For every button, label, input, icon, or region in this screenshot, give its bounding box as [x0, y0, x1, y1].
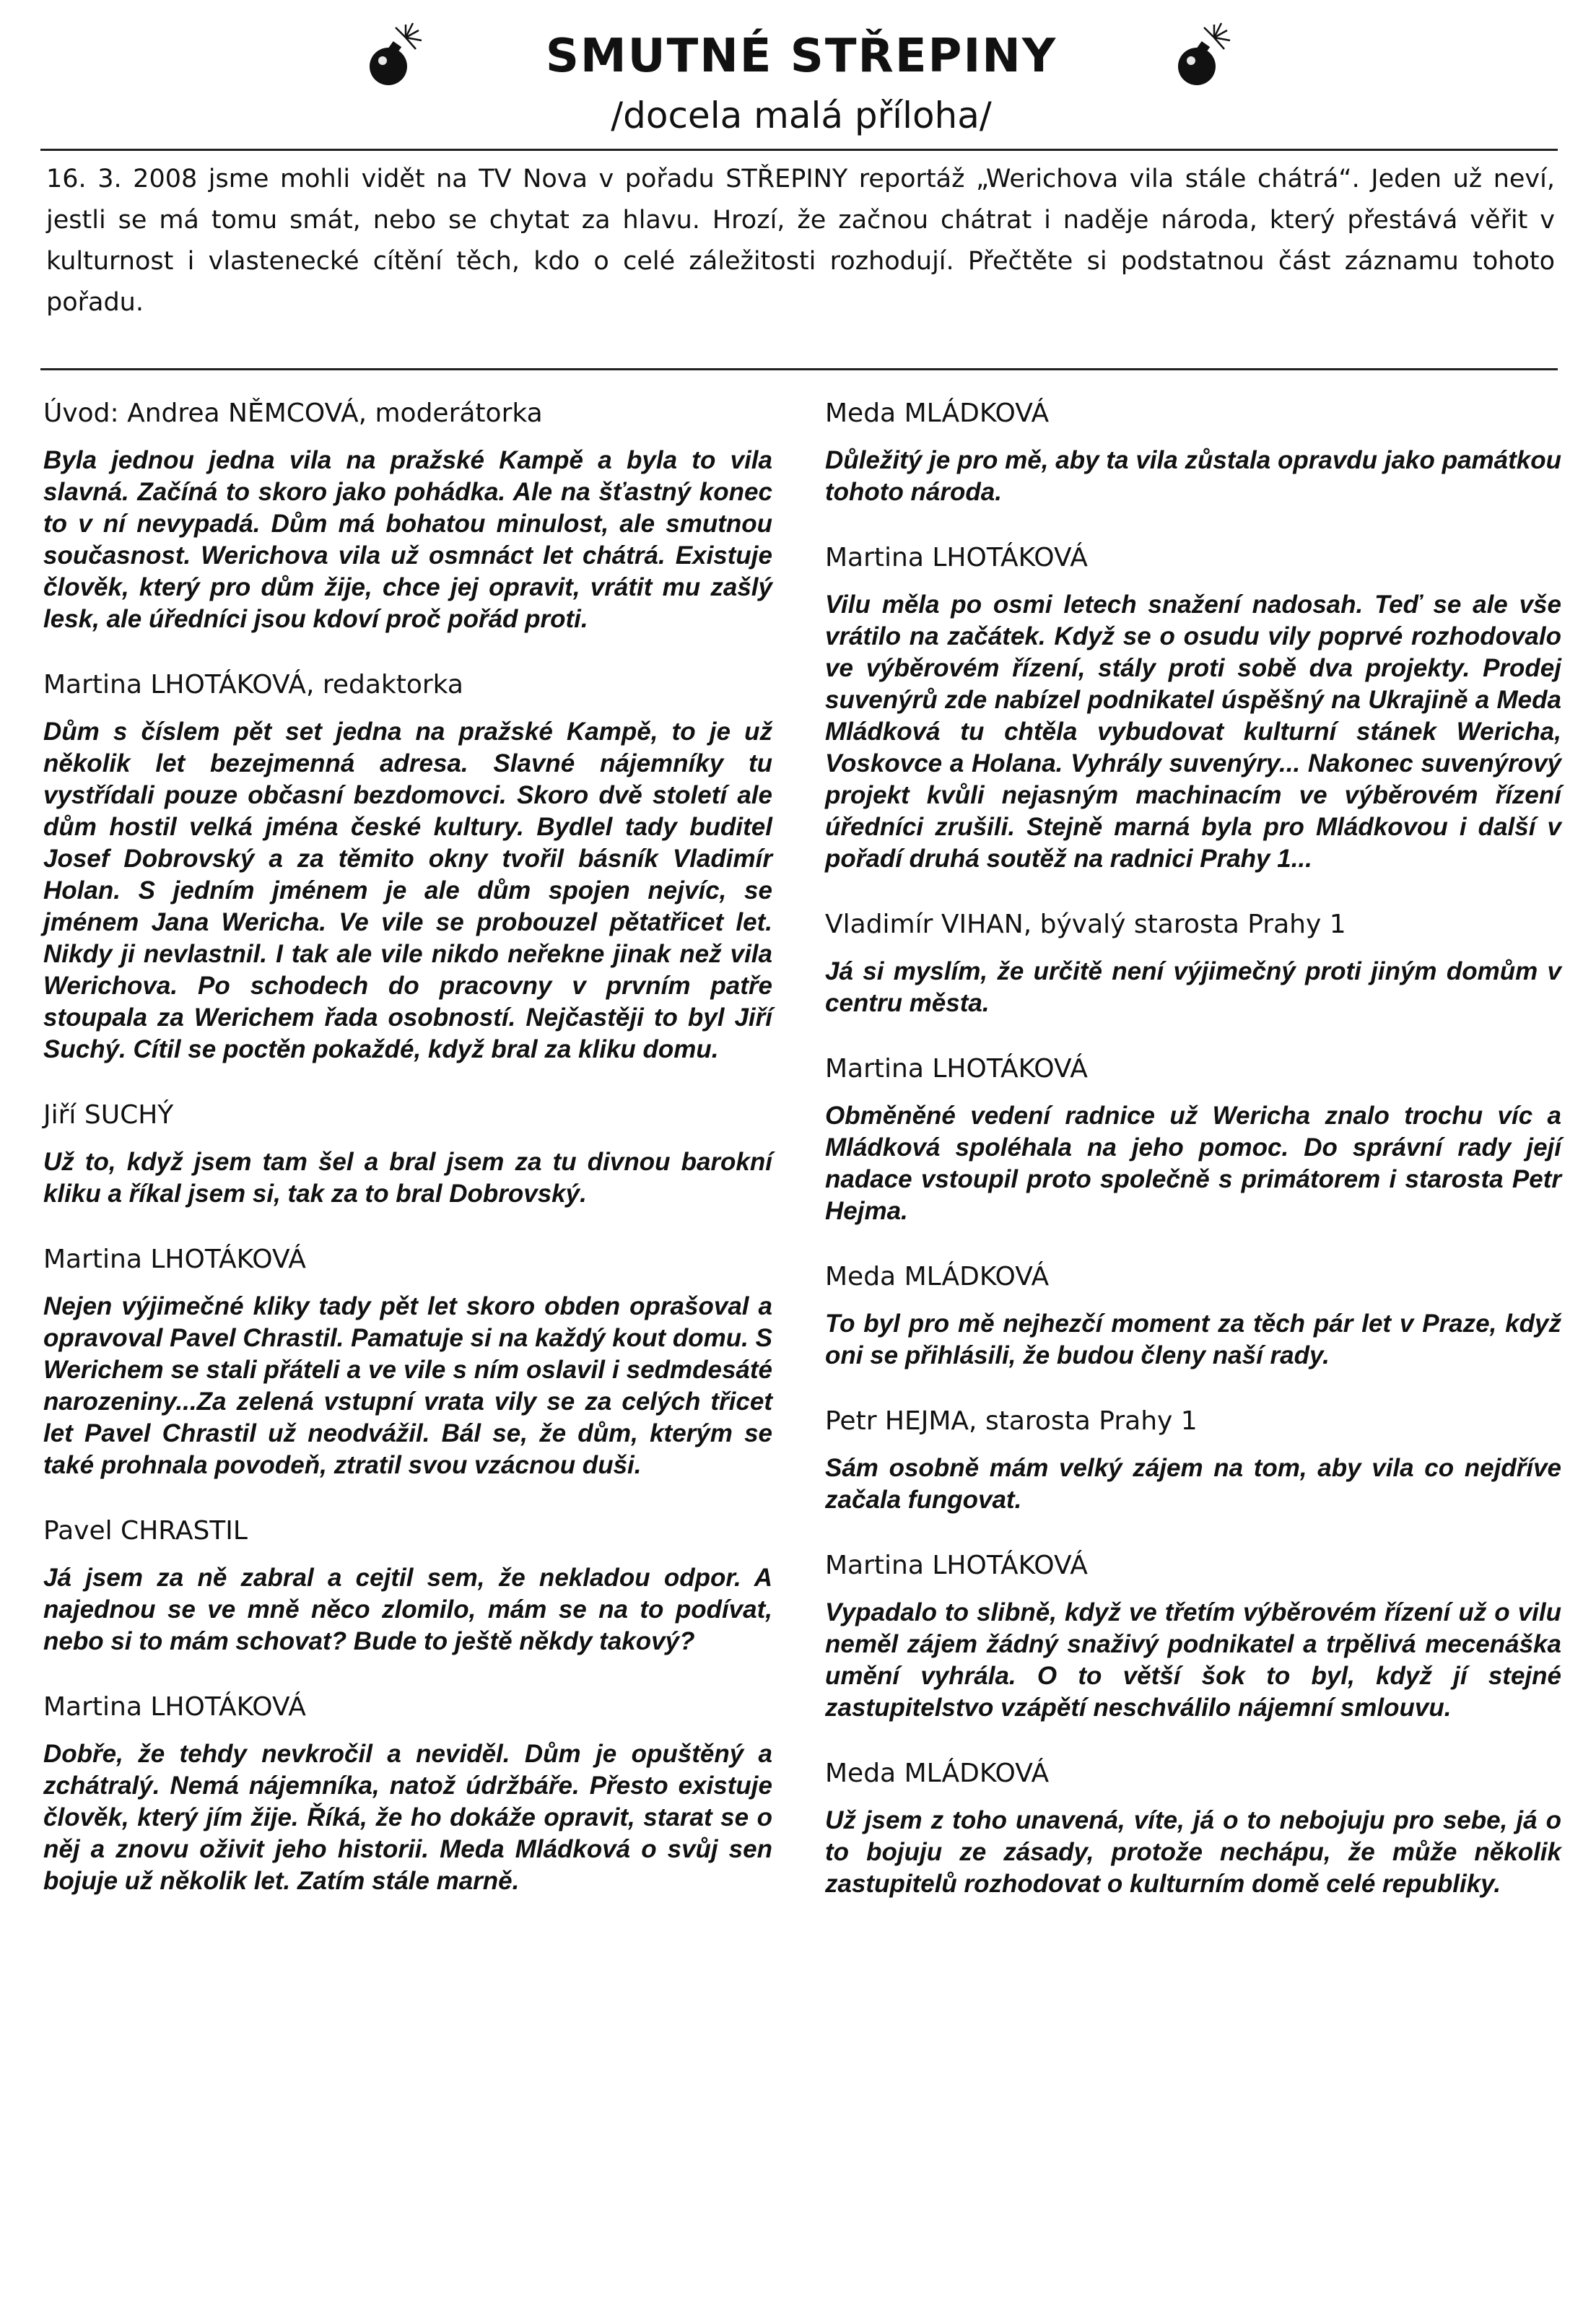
transcript-section — [43, 1097, 772, 1210]
quote-text: Obměněné vedení radnice už Wericha znalo trochu víc a Mládková spoléhala na jeho pomoc. Do správní rady její nadace vstoupil proto společně s primátorem i starosta Petr Hejma. — [825, 1102, 1561, 1225]
speaker-name: Pavel CHRASTIL — [43, 1516, 248, 1546]
quote-text: Sám osobně mám velký zájem na tom, aby vila co nejdříve začala fungovat. — [825, 1454, 1561, 1514]
quote-text: Už jsem z toho unavená, víte, já o to nebojuju pro sebe, já o to bojuju ze zásady, protože nechápu, že může několik zastupitelů rozhodovat o kulturním domě celé republiky. — [825, 1806, 1561, 1898]
speaker-name: Vladimír VIHAN, bývalý starosta Prahy 1 — [825, 910, 1346, 939]
left-column — [43, 396, 772, 1929]
quote-text: To byl pro mě nejhezčí moment za těch pár let v Praze, když oni se přihlásili, že budou členy naší rady. — [825, 1310, 1561, 1369]
transcript-section — [43, 667, 772, 1066]
page-title: SMUTNÉ STŘEPINY — [545, 30, 1058, 83]
transcript-section — [825, 1403, 1561, 1516]
page-subtitle: /docela malá příloha/ — [611, 95, 992, 136]
quote-text: Byla jednou jedna vila na pražské Kampě a byla to vila slavná. Začíná to skoro jako pohádka. Ale na šťastný konec to v ní nevypadá. Dům má bohatou minulost, ale smutnou současnost. Werichova vila už osmnáct let chátrá. Existuje člověk, který pro dům žije, chce jej opravit, vrátit mu zašlý lesk, ale úředníci jsou kdoví proč pořád proti. — [43, 446, 772, 633]
speaker-name: Martina LHOTÁKOVÁ — [825, 1054, 1088, 1084]
transcript-section — [825, 540, 1561, 875]
quote-text: Už to, když jsem tam šel a bral jsem za tu divnou barokní kliku a říkal jsem si, tak za to bral Dobrovský. — [43, 1148, 772, 1208]
quote-text: Dům s číslem pět set jedna na pražské Kampě, to je už několik let bezejmenná adresa. Slavné nájemníky tu vystřídali pouze občasní bezdomovci. Skoro dvě století ale dům hostil velká jména české kultury. Bydlel tady buditel Josef Dobrovský a za těmito okny tvořil básník Vladimír Holan. S jedním jménem je ale dům spojen nejvíc, se jménem Jana Wericha. Ve vile se probouzel pětatřicet let. Nikdy ji nevlastnil. I tak ale vile nikdo neřekne jinak než vila Werichova. Po schodech do pracovny v prvním patře stoupala za Werichem řada osobností. Nejčastěji to byl Jiří Suchý. Cítil se poctěn pokaždé, když bral za kliku domu. — [43, 718, 772, 1063]
speaker-name: Jiří SUCHÝ — [43, 1100, 174, 1130]
quote-text: Nejen výjimečné kliky tady pět let skoro obden oprašoval a opravoval Pavel Chrastil. Pamatuje si na každý kout domu. S Werichem se stali přáteli a ve vile s ním oslavil i sedmdesáté narozeniny...Za zelená vstupní vrata vily se za celých třicet let Pavel Chrastil už neodvážil. Bál se, že dům, kterým se také prohnala povodeň, ztratil svou vzácnou duši. — [43, 1292, 772, 1479]
quote-text: Já si myslím, že určitě není výjimečný proti jiným domům v centru města. — [825, 957, 1561, 1017]
speaker-name: Petr HEJMA, starosta Prahy 1 — [825, 1406, 1198, 1436]
header — [43, 14, 1559, 152]
quote-text: Já jsem za ně zabral a cejtil sem, že nekladou odpor. A najednou se ve mně něco zlomilo, mám se na to podívat, nebo si to mám schovat? Bude to ještě někdy takový? — [43, 1564, 772, 1655]
transcript-section — [825, 1051, 1561, 1227]
transcript-section — [43, 396, 772, 635]
speaker-name: Martina LHOTÁKOVÁ, redaktorka — [43, 670, 463, 700]
transcript-section — [43, 1689, 772, 1897]
speaker-name: Martina LHOTÁKOVÁ — [825, 1551, 1088, 1580]
transcript-section — [43, 1513, 772, 1658]
quote-text: Vypadalo to slibně, když ve třetím výběrovém řízení už o vilu neměl zájem žádný snaživý podnikatel a trpělivá mecenáška umění vyhrála. O to větší šok to byl, když jí stejné zastupitelstvo vzápětí neschválilo nájemní smlouvu. — [825, 1598, 1561, 1722]
divider — [40, 149, 1558, 151]
speaker-name: Úvod: Andrea NĚMCOVÁ, moderátorka — [43, 398, 543, 428]
quote-text: Důležitý je pro mě, aby ta vila zůstala opravdu jako památkou tohoto národa. — [825, 446, 1561, 506]
transcript-section — [825, 1756, 1561, 1900]
transcript-section — [825, 396, 1561, 508]
speaker-name: Meda MLÁDKOVÁ — [825, 1262, 1050, 1291]
intro-paragraph: 16. 3. 2008 jsme mohli vidět na TV Nova v pořadu STŘEPINY reportáž „Werichova vila stále chátrá“. Jeden už neví, jestli se má tomu smát, nebo se chytat za hlavu. Hrozí, že začnou chátrat i naděje národa, který přestává věřit v kulturnost i vlastenecké cítění těch, kdo o celé záležitosti rozhodují. Přečtěte si podstatnou část záznamu tohoto pořadu. — [46, 165, 1555, 317]
speaker-name: Meda MLÁDKOVÁ — [825, 398, 1050, 428]
transcript-section — [43, 1242, 772, 1481]
transcript-section — [825, 1548, 1561, 1724]
speaker-name: Martina LHOTÁKOVÁ — [43, 1692, 306, 1722]
transcript-section — [825, 907, 1561, 1019]
quote-text: Dobře, že tehdy nevkročil a neviděl. Dům je opuštěný a zchátralý. Nemá nájemníka, natož údržbáře. Přesto existuje člověk, který jím žije. Říká, že ho dokáže opravit, starat se o něj a znovu oživit jeho historii. Meda Mládková o svůj sen bojuje už několik let. Zatím stále marně. — [43, 1740, 772, 1895]
quote-text: Vilu měla po osmi letech snažení nadosah. Teď se ale vše vrátilo na začátek. Když se o osudu vily poprvé rozhodovalo ve výběrovém řízení, stály proti sobě dva projekty. Prodej suvenýrů zde nabízel podnikatel úspěšný na Ukrajině a Meda Mládková tu chtěla vybudovat kulturní stánek Wericha, Voskovce a Holana. Vyhrály suvenýry... Nakonec suvenýrový projekt kvůli nejasným machinacím ve výběrovém řízení úředníci zrušili. Stejně marná byla pro Mládkovou i další v pořadí druhá soutěž na radnici Prahy 1... — [825, 591, 1561, 873]
divider — [40, 368, 1558, 370]
transcript-section — [825, 1259, 1561, 1372]
bomb-icon — [1169, 22, 1234, 94]
speaker-name: Martina LHOTÁKOVÁ — [43, 1245, 306, 1274]
speaker-name: Meda MLÁDKOVÁ — [825, 1759, 1050, 1788]
speaker-name: Martina LHOTÁKOVÁ — [825, 543, 1088, 572]
right-column — [825, 396, 1561, 1932]
